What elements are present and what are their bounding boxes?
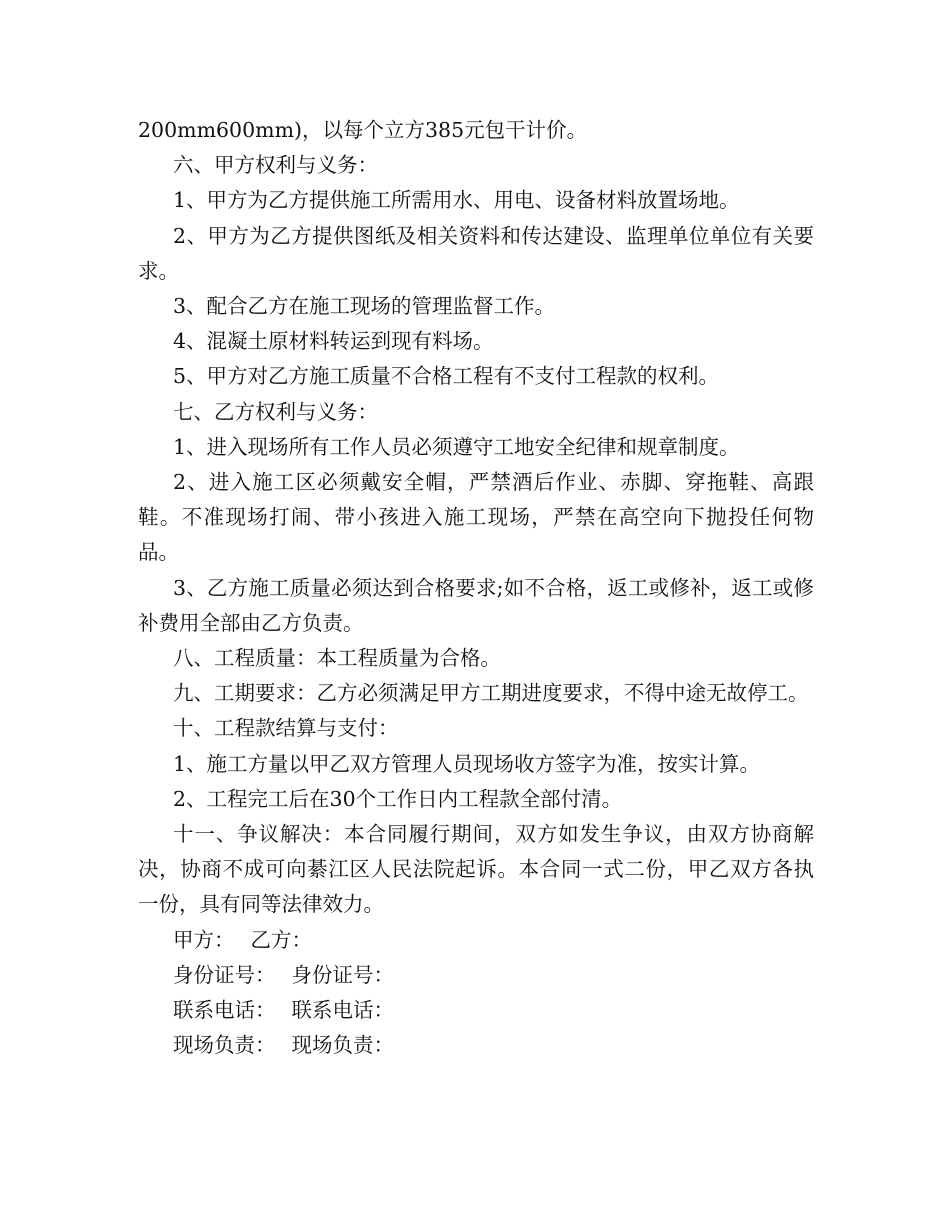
heading-party-a-rights: 六、甲方权利与义务： [173,153,378,178]
paragraph-b-3: 3、乙方施工质量必须达到合格要求;如不合格，返工或修补，返工或修补费用全部由乙方负责。 [138,575,814,635]
paragraph-a-5: 5、甲方对乙方施工质量不合格工程有不支付工程款的权利。 [173,364,720,389]
signature-phone-a: 联系电话： [173,998,276,1023]
signature-site-b: 现场负责： [291,1033,394,1058]
signature-row-id [138,958,814,993]
signature-id-a: 身份证号： [173,962,276,987]
paragraph-a-2: 2、甲方为乙方提供图纸及相关资料和传达建设、监理单位单位有关要求。 [138,223,814,283]
paragraph-dispute: 十一、争议解决：本合同履行期间，双方如发生争议，由双方协商解决，协商不成可向綦江区人民法院起诉。本合同一式二份，甲乙双方各执一份，具有同等法律效力。 [138,822,814,917]
heading-schedule: 九、工期要求：乙方必须满足甲方工期进度要求，不得中途无故停工。 [173,681,809,706]
paragraph-b-1: 1、进入现场所有工作人员必须遵守工地安全纪律和规章制度。 [173,434,740,459]
paragraph-payment-1: 1、施工方量以甲乙双方管理人员现场收方签字为准，按实计算。 [173,751,761,776]
heading-party-b-rights: 七、乙方权利与义务： [173,399,378,424]
signature-site-a: 现场负责： [173,1033,276,1058]
paragraph-b-2: 2、进入施工区必须戴安全帽，严禁酒后作业、赤脚、穿拖鞋、高跟鞋。不准现场打闹、带小孩进入施工现场，严禁在高空向下抛投任何物品。 [138,470,814,565]
signature-party-a: 甲方： [173,927,235,952]
signature-row-phone [138,993,814,1028]
paragraph-price: 200mm600mm)，以每个立方385元包干计价。 [138,118,588,142]
paragraph-payment-2: 2、工程完工后在30个工作日内工程款全部付清。 [173,786,623,811]
signature-row-site [138,1028,814,1063]
signature-phone-b: 联系电话： [291,998,394,1023]
signature-party-b: 乙方： [250,927,312,952]
heading-quality: 八、工程质量：本工程质量为合格。 [173,646,501,671]
paragraph-a-4: 4、混凝土原材料转运到现有料场。 [173,329,494,354]
document-page [138,113,814,1063]
paragraph-a-1: 1、甲方为乙方提供施工所需用水、用电、设备材料放置场地。 [173,188,740,213]
paragraph-a-3: 3、配合乙方在施工现场的管理监督工作。 [173,294,556,319]
signature-row-party [138,923,814,958]
heading-payment: 十、工程款结算与支付： [173,716,399,741]
signature-id-b: 身份证号： [291,962,394,987]
